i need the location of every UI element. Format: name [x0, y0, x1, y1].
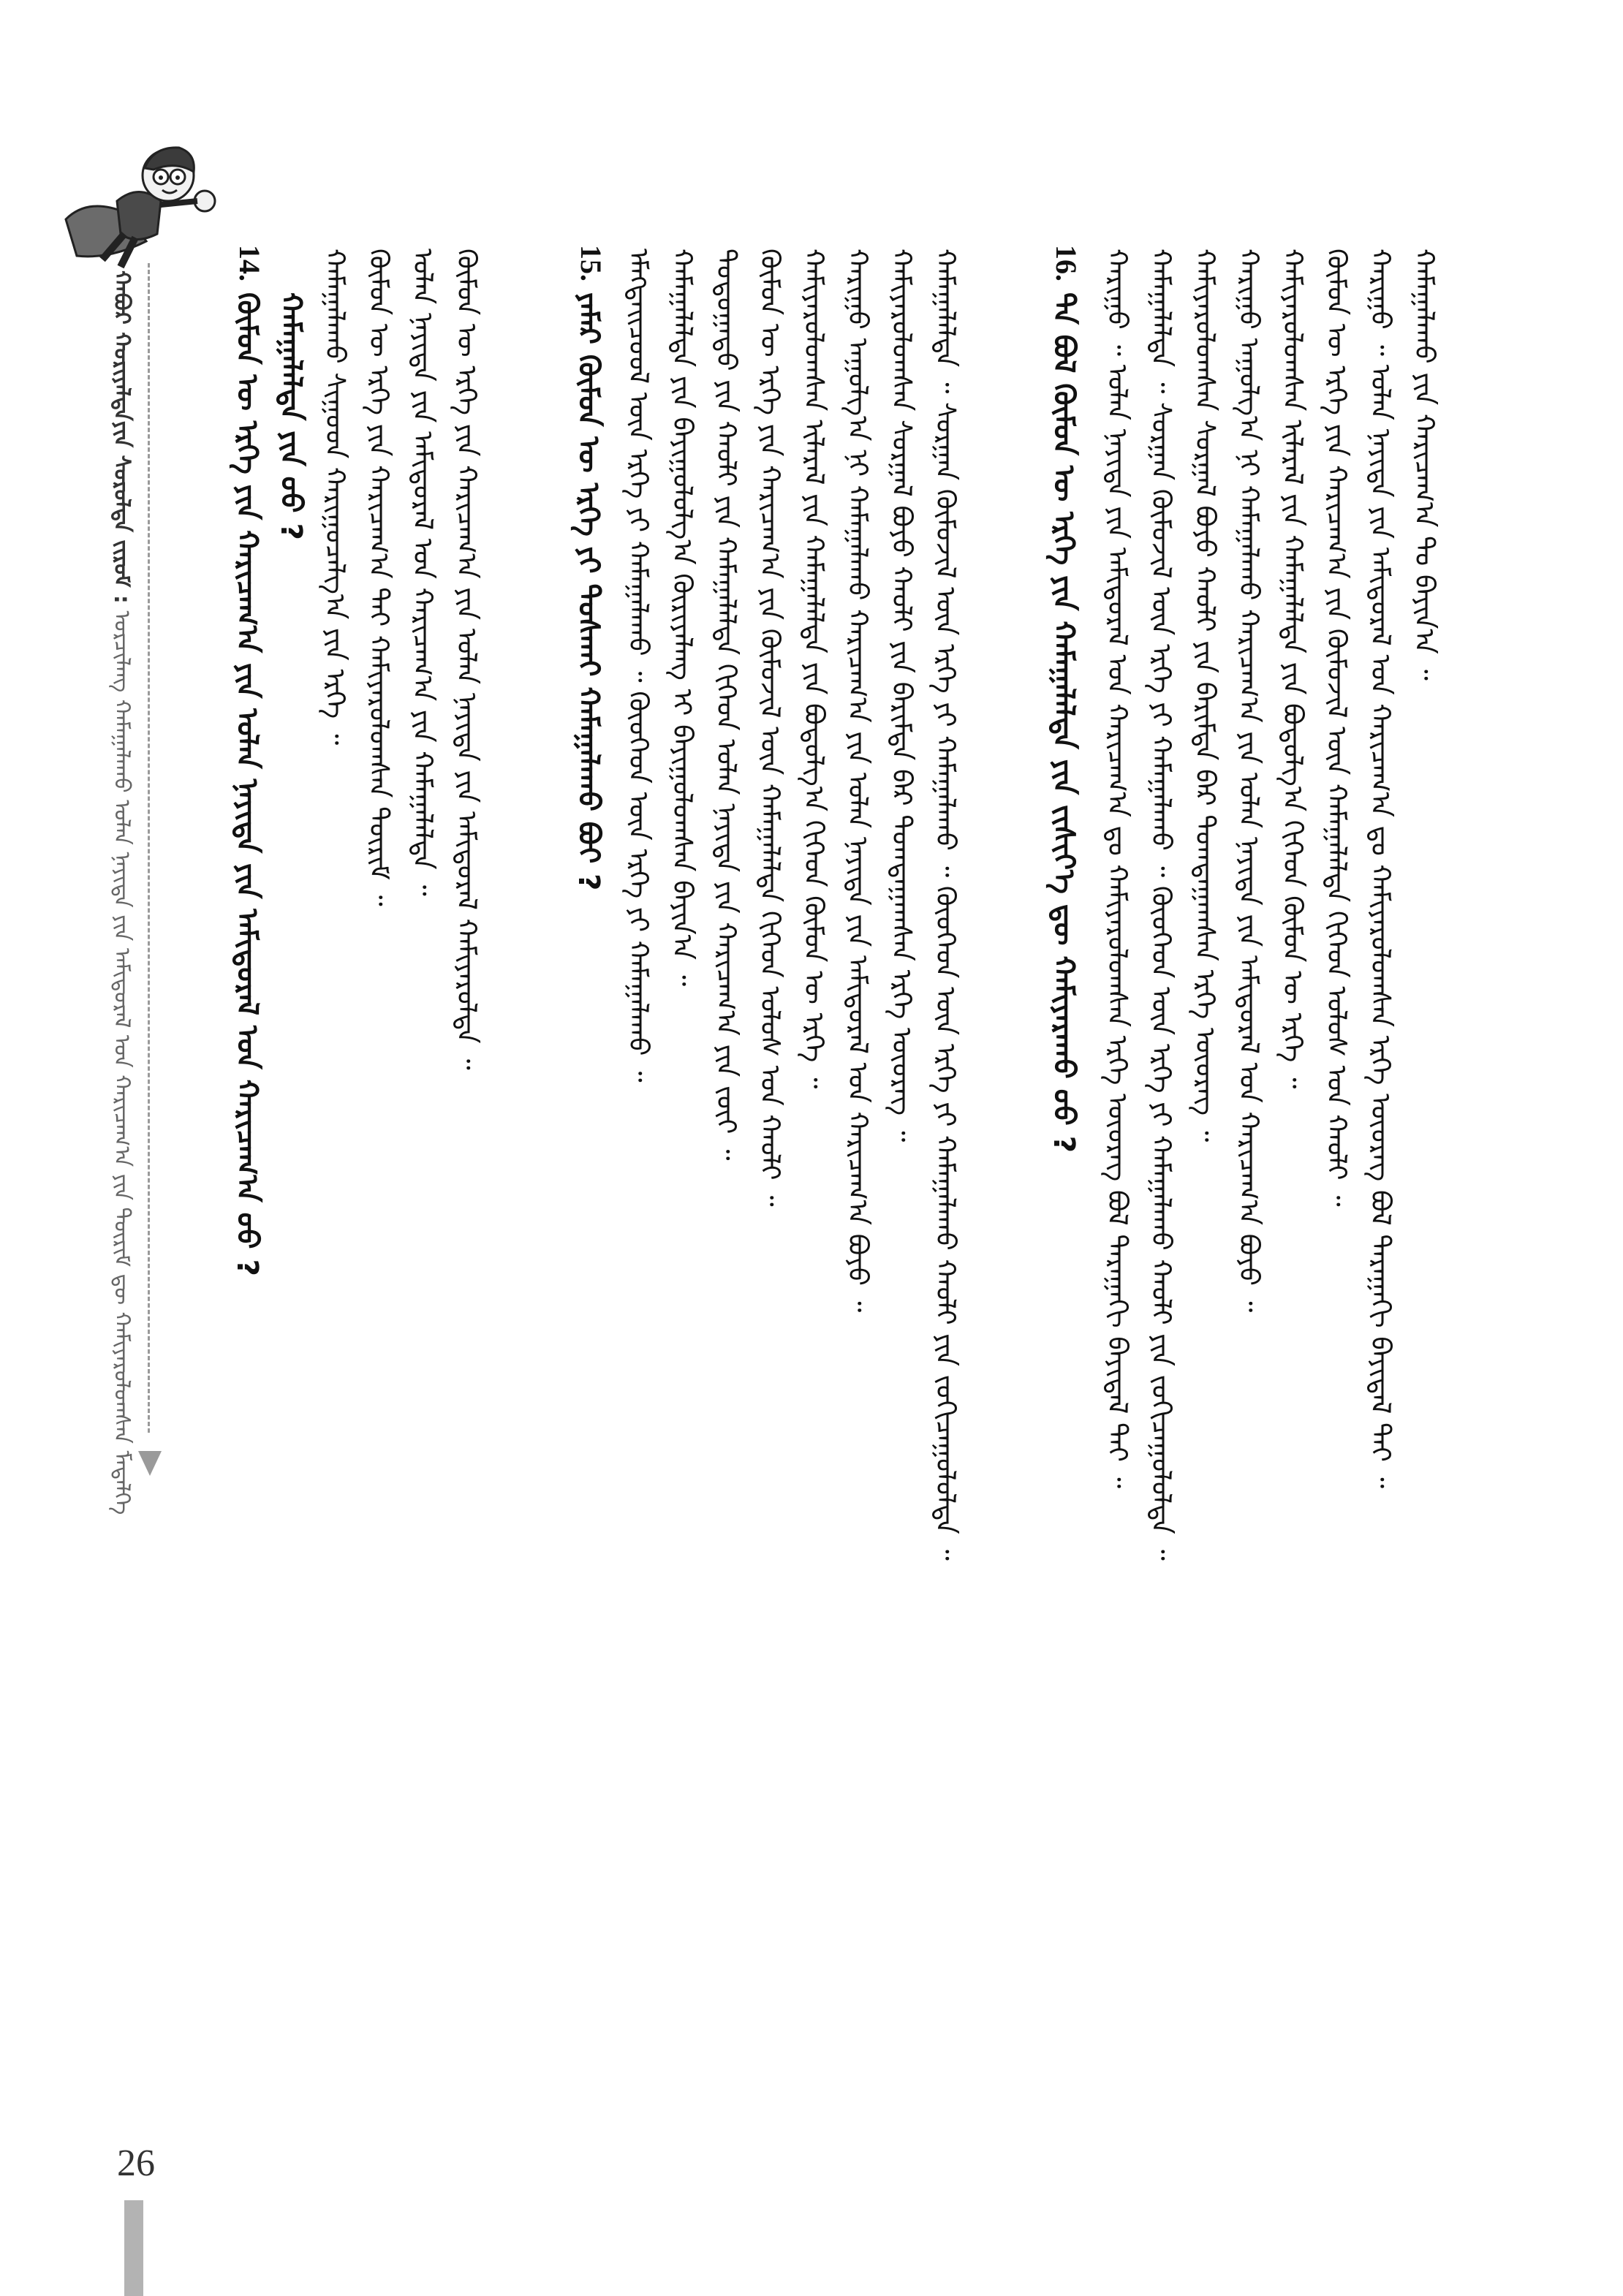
answer-16-line-6: ᠬᠦᠮᠦᠨ ᠦ ᠡᠷᠬᠡ ᠶᠢᠨ ᠬᠠᠷᠢᠴᠠᠭ᠎ᠠ ᠶᠢᠨ ᠬᠦᠮᠦᠵᠢᠯ ᠦᠨ ᠬᠠᠮᠠᠭᠠᠯᠠᠯᠲᠠ ᠬᠢᠭᠡᠳ ᠤᠯᠤᠰ ᠤᠨ ᠬᠠᠤᠯᠢ ᠃ — [1321, 249, 1352, 1207]
answer-16-line-8: ᠬᠠᠮᠠᠭᠠᠯᠠᠬᠤ ᠶᠢᠨ ᠬᠠᠷᠢᠴᠠᠭ᠎ᠠ ᠲᠤ ᠪᠠᠶᠢᠨ᠎ᠠ ᠃ — [1409, 249, 1440, 681]
answer-16-line-1: ᠬᠠᠷᠢᠭᠤ ᠃ ᠣᠯᠠᠨ ᠨᠡᠶᠢᠲᠡ ᠶᠢᠨ ᠠᠮᠢᠳᠤᠷᠠᠯ ᠤᠨ ᠬᠠᠷᠢᠴᠠᠭ᠎ᠠ ᠳᠤ ᠬᠠᠮᠢᠶᠠᠷᠤᠯᠤᠭᠰᠠᠨ ᠡᠷᠬᠡ ᠦᠦᠷᠡᠭ ᠪᠤᠯ ᠳᠠᠷᠠᠭᠠᠬᠢ ᠪᠠᠶᠢᠳᠠᠯ ᠲᠠᠢ ᠃ — [1102, 249, 1133, 1489]
question-14-line-2: ᠬᠠᠮᠠᠭᠠᠯᠠᠯᠲᠠ ᠶᠢᠨ ᠤᠤ ? — [274, 292, 308, 540]
dashed-divider — [148, 263, 150, 1433]
answer-15-line-3: ᠳᠣᠲᠣᠭᠠᠳᠤ ᠶᠢᠨ ᠬᠠᠤᠯᠢ ᠶᠢᠨ ᠬᠠᠮᠠᠭᠠᠯᠠᠯᠲᠠ ᠬᠢᠭᠡᠳ ᠣᠯᠠᠨ ᠨᠡᠶᠢᠲᠡ ᠶᠢᠨ ᠬᠠᠷᠢᠴᠠᠭ᠎ᠠ ᠶᠢᠨ ᠵᠦᠢ ᠃ — [711, 249, 742, 1161]
answer-15-line-2: ᠬᠠᠮᠠᠭᠠᠯᠠᠯᠲᠠ ᠶᠢᠨ ᠪᠠᠶᠢᠭᠤᠯᠤᠯᠭ᠎ᠠ ᠬᠦᠷᠢᠶᠡᠯᠡᠩ ᠢ ᠪᠠᠶᠢᠭᠤᠯᠤᠭᠰᠠᠨ ᠪᠠᠶᠢᠨ᠎ᠠ ᠃ — [667, 249, 698, 987]
answer-16-line-2: ᠬᠠᠮᠠᠭᠠᠯᠠᠯᠲᠠ ᠃ ᠰᠤᠷᠭᠠᠨ ᠬᠦᠮᠦᠵᠢᠯ ᠦᠨ ᠡᠷᠬᠡ ᠶᠢ ᠬᠠᠮᠠᠭᠠᠯᠠᠬᠤ ᠃ ᠬᠦᠦᠬᠡᠳ ᠦᠨ ᠡᠷᠬᠡ ᠶᠢ ᠬᠠᠮᠠᠭᠠᠯᠠᠬᠤ ᠬᠠᠤᠯᠢ ᠶᠢᠨ ᠵᠣᠬᠢᠴᠠᠭᠤᠯᠤᠯᠲᠠ ᠃ — [1146, 249, 1177, 1561]
answer-15-line-4: ᠬᠦᠮᠦᠨ ᠦ ᠡᠷᠬᠡ ᠶᠢᠨ ᠬᠠᠷᠢᠴᠠᠭ᠎ᠠ ᠶᠢᠨ ᠬᠦᠮᠦᠵᠢᠯ ᠦᠨ ᠬᠠᠮᠠᠭᠠᠯᠠᠯᠲᠠ ᠬᠢᠭᠡᠳ ᠤᠯᠤᠰ ᠤᠨ ᠬᠠᠤᠯᠢ ᠃ — [754, 249, 786, 1207]
answer-15-line-5: ᠬᠠᠮᠢᠶᠠᠷᠤᠯᠤᠭᠰᠠᠨ ᠢᠯᠡᠷᠡᠯ ᠶᠢᠨ ᠬᠠᠮᠠᠭᠠᠯᠠᠯᠲᠠ ᠶᠢᠨ ᠪᠣᠳᠤᠯᠭ᠎ᠠ ᠬᠢᠭᠡᠳ ᠬᠦᠮᠦᠨ ᠦ ᠡᠷᠬᠡ ᠃ — [798, 249, 830, 1089]
question-15-text: ᠶᠠᠮᠠᠷ ᠬᠦᠮᠦᠨ ᠦ ᠡᠷᠬᠡ ᠶᠢ ᠲᠤᠰᠬᠠᠢ ᠬᠠᠮᠠᠭᠠᠯᠠᠬᠤ ᠪᠤᠢ ? — [572, 292, 605, 891]
answer-14-line-4: ᠬᠦᠮᠦᠨ ᠦ ᠡᠷᠬᠡ ᠶᠢᠨ ᠬᠠᠷᠢᠴᠠᠭ᠎ᠠ ᠶᠢᠨ ᠣᠯᠠᠨ ᠨᠡᠶᠢᠲᠡ ᠶᠢᠨ ᠠᠮᠢᠳᠤᠷᠠᠯ ᠬᠠᠮᠢᠶᠠᠷᠤᠯᠲᠠ ᠃ — [451, 249, 483, 1070]
answer-16-line-7: ᠬᠠᠷᠢᠭᠤ ᠃ ᠣᠯᠠᠨ ᠨᠡᠶᠢᠲᠡ ᠶᠢᠨ ᠠᠮᠢᠳᠤᠷᠠᠯ ᠤᠨ ᠬᠠᠷᠢᠴᠠᠭ᠎ᠠ ᠳᠤ ᠬᠠᠮᠢᠶᠠᠷᠤᠯᠤᠭᠰᠠᠨ ᠡᠷᠬᠡ ᠦᠦᠷᠡᠭ ᠪᠤᠯ ᠳᠠᠷᠠᠭᠠᠬᠢ ᠪᠠᠶᠢᠳᠠᠯ ᠲᠠᠢ ᠃ — [1365, 249, 1396, 1489]
answer-16-line-4: ᠬᠠᠷᠢᠭᠤ ᠠᠭᠤᠯᠭ᠎ᠠ ᠨᠢ ᠬᠠᠮᠠᠭᠠᠯᠠᠬᠤ ᠬᠠᠷᠢᠴᠠᠭ᠎ᠠ ᠶᠢᠨ ᠣᠯᠠᠨ ᠨᠡᠶᠢᠲᠡ ᠶᠢᠨ ᠠᠮᠢᠳᠤᠷᠠᠯ ᠤᠨ ᠬᠠᠷᠢᠴᠠᠭ᠎ᠠ ᠪᠤᠶᠤ ᠃ — [1233, 249, 1265, 1313]
question-16-text: ᠲᠠ ᠪᠤᠯ ᠬᠦᠮᠦᠨ ᠦ ᠡᠷᠬᠡ ᠶᠢᠨ ᠬᠠᠮᠠᠭᠠᠯᠠᠯᠲᠠ ᠶᠢᠨ ᠵᠢᠰᠢᠶ᠎ᠡ ᠳᠦ ᠬᠠᠮᠢᠶᠠᠷᠠᠬᠤ ᠤᠤ ? — [1047, 292, 1081, 1153]
running-head — [102, 270, 141, 1515]
answer-14-line-1: ᠬᠠᠮᠠᠭᠠᠯᠠᠬᠤ ᠰᠢᠭᠤᠳ ᠬᠠᠷᠢᠭᠤᠴᠠᠯᠭ᠎ᠠ ᠶᠢᠨ ᠡᠷᠬᠡ ᠃ — [319, 249, 351, 746]
question-14-line-1: ᠬᠦᠮᠦᠨ ᠦ ᠡᠷᠬᠡ ᠶᠢᠨ ᠬᠠᠷᠢᠴᠠᠭ᠎ᠠ ᠶᠢᠨ ᠣᠯᠠᠨ ᠨᠡᠶᠢᠲᠡ ᠶᠢᠨ ᠠᠮᠢᠳᠤᠷᠠᠯ ᠤᠨ ᠬᠠᠷᠢᠴᠠᠭ᠎ᠠ ᠤᠤ ? — [230, 292, 264, 1276]
mascot-boy-illustration — [58, 132, 227, 270]
question-number-16: 16. — [1050, 245, 1083, 281]
edge-tab-bar — [124, 2200, 143, 2296]
answer-16-line-5: ᠬᠠᠮᠢᠶᠠᠷᠤᠯᠤᠭᠰᠠᠨ ᠢᠯᠡᠷᠡᠯ ᠶᠢᠨ ᠬᠠᠮᠠᠭᠠᠯᠠᠯᠲᠠ ᠶᠢᠨ ᠪᠣᠳᠤᠯᠭ᠎ᠠ ᠬᠢᠭᠡᠳ ᠬᠦᠮᠦᠨ ᠦ ᠡᠷᠬᠡ ᠃ — [1277, 249, 1309, 1089]
answer-14-line-3: ᠣᠯᠠᠨ ᠨᠡᠶᠢᠲᠡ ᠶᠢᠨ ᠠᠮᠢᠳᠤᠷᠠᠯ ᠤᠨ ᠬᠠᠷᠢᠴᠠᠭ᠎ᠠ ᠶᠢᠨ ᠬᠠᠮᠠᠭᠠᠯᠠᠯᠲᠠ ᠃ — [407, 249, 439, 896]
running-head-subtitle: ᠣᠷᠴᠢᠯᠠᠩ ᠬᠠᠮᠠᠭᠠᠯᠠᠬᠤ ᠣᠯᠠᠨ ᠨᠡᠶᠢᠲᠡ ᠶᠢᠨ ᠠᠮᠢᠳᠤᠷᠠᠯ ᠤᠨ ᠬᠠᠷᠢᠴᠠᠭ᠎ᠠ ᠶᠢᠨ ᠳᠦᠷᠢᠮ ᠳᠦ ᠬᠠᠮᠢᠶᠠᠷᠤᠯᠤᠭᠰᠠᠨ ᠮᠡᠳᠡᠯᠭᠡ — [109, 610, 135, 1515]
answer-15-line-8: ᠬᠠᠮᠠᠭᠠᠯᠠᠯᠲᠠ ᠃ ᠰᠤᠷᠭᠠᠨ ᠬᠦᠮᠦᠵᠢᠯ ᠦᠨ ᠡᠷᠬᠡ ᠶᠢ ᠬᠠᠮᠠᠭᠠᠯᠠᠬᠤ ᠃ ᠬᠦᠦᠬᠡᠳ ᠦᠨ ᠡᠷᠬᠡ ᠶᠢ ᠬᠠᠮᠠᠭᠠᠯᠠᠬᠤ ᠬᠠᠤᠯᠢ ᠶᠢᠨ ᠵᠣᠬᠢᠴᠠᠭᠤᠯᠤᠯᠲᠠ ᠃ — [930, 249, 961, 1561]
answer-15-line-1: ᠡᠮᠡᠭᠲᠡᠢᠴᠦᠦᠯ ᠦᠨ ᠡᠷᠬᠡ ᠶᠢ ᠬᠠᠮᠠᠭᠠᠯᠠᠬᠤ ᠃ ᠬᠦᠦᠬᠡᠳ ᠦᠨ ᠡᠷᠬᠡ ᠶᠢ ᠬᠠᠮᠠᠭᠠᠯᠠᠬᠤ ᠃ — [623, 249, 654, 1083]
question-number-14: 14. — [233, 245, 266, 281]
question-number-15: 15. — [575, 245, 608, 281]
running-head-title: ᠬᠠᠪᠤᠷ ᠬᠤᠷᠢᠶᠠᠯᠲᠠ᠎ᠶᠢᠨ ᠰᠤᠷᠤᠯᠲᠠ ᠵᠢᠷᠤᠮ : — [109, 270, 135, 604]
answer-16-line-3: ᠬᠠᠮᠢᠶᠠᠷᠤᠯᠤᠭᠰᠠᠨ ᠰᠤᠷᠭᠠᠯ ᠪᠤᠶᠤ ᠬᠠᠤᠯᠢ ᠶᠢᠨ ᠪᠠᠷᠢᠮᠲᠠ ᠪᠠᠷ ᠲᠣᠭᠲᠠᠭᠠᠭᠰᠠᠨ ᠡᠷᠬᠡ ᠦᠦᠷᠡᠭ ᠃ — [1189, 249, 1221, 1143]
arrow-down-icon — [138, 1451, 162, 1476]
answer-15-line-6: ᠬᠠᠷᠢᠭᠤ ᠠᠭᠤᠯᠭ᠎ᠠ ᠨᠢ ᠬᠠᠮᠠᠭᠠᠯᠠᠬᠤ ᠬᠠᠷᠢᠴᠠᠭ᠎ᠠ ᠶᠢᠨ ᠣᠯᠠᠨ ᠨᠡᠶᠢᠲᠡ ᠶᠢᠨ ᠠᠮᠢᠳᠤᠷᠠᠯ ᠤᠨ ᠬᠠᠷᠢᠴᠠᠭ᠎ᠠ ᠪᠤᠶᠤ ᠃ — [842, 249, 874, 1313]
answer-15-line-7: ᠬᠠᠮᠢᠶᠠᠷᠤᠯᠤᠭᠰᠠᠨ ᠰᠤᠷᠭᠠᠯ ᠪᠤᠶᠤ ᠬᠠᠤᠯᠢ ᠶᠢᠨ ᠪᠠᠷᠢᠮᠲᠠ ᠪᠠᠷ ᠲᠣᠭᠲᠠᠭᠠᠭᠰᠠᠨ ᠡᠷᠬᠡ ᠦᠦᠷᠡᠭ ᠃ — [886, 249, 918, 1143]
page-number: 26 — [117, 2142, 155, 2184]
answer-14-line-2: ᠬᠦᠮᠦᠨ ᠦ ᠡᠷᠬᠡ ᠶᠢᠨ ᠬᠠᠷᠢᠴᠠᠭ᠎ᠠ ᠲᠠᠢ ᠬᠠᠮᠢᠶᠠᠷᠤᠯᠤᠭᠰᠠᠨ ᠳᠦᠷᠢᠮ ᠃ — [363, 249, 395, 906]
